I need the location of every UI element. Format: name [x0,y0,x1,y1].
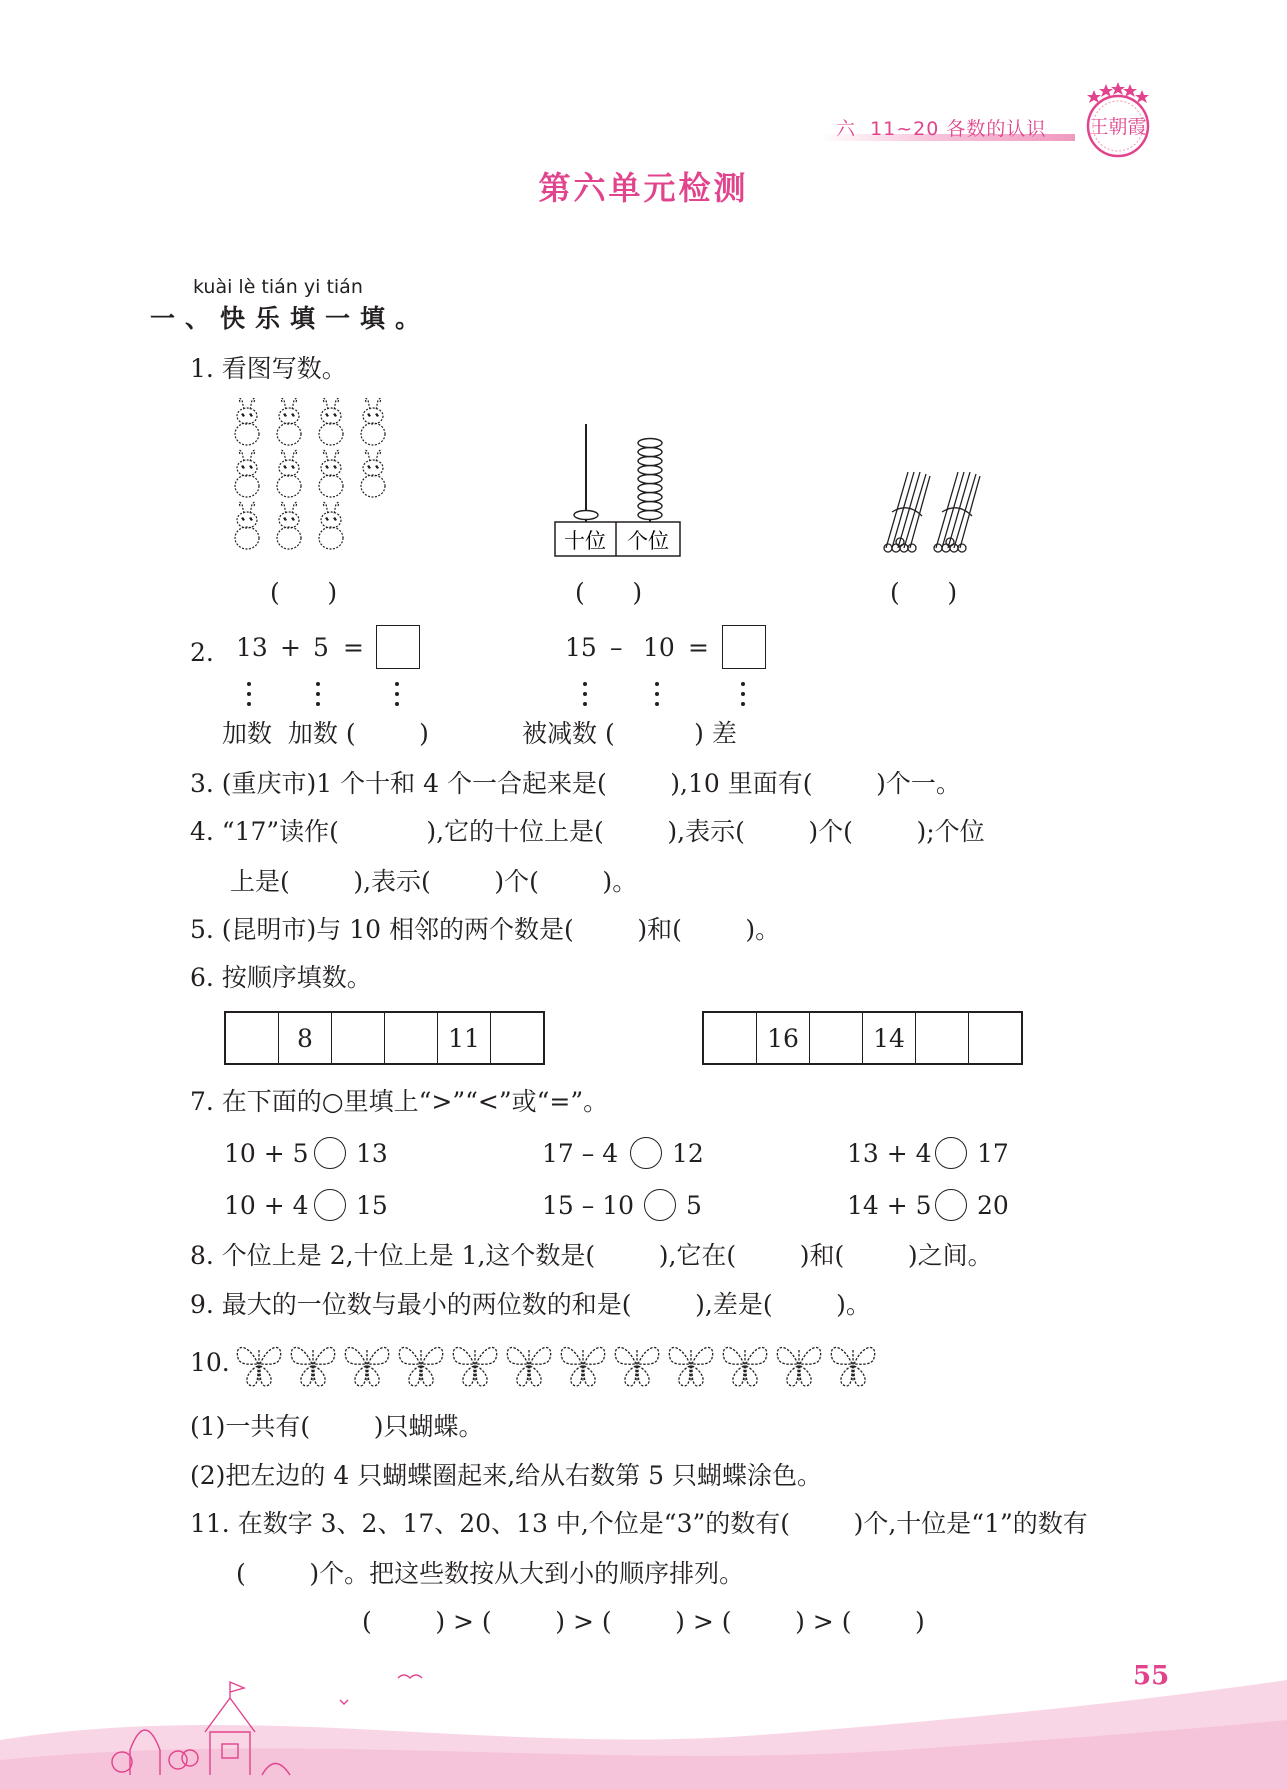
footer-decoration [0,1640,1287,1789]
q4-text-line2: 上是( ),表示( )个( )。 [230,867,638,896]
bunny-icon [319,398,343,445]
q11-text-line1: 11. 在数字 3、2、17、20、13 中,个位是“3”的数有( )个,十位是“1”的数有 [190,1509,1088,1538]
abacus-bead [638,511,662,520]
chapter-title: 六 11~20 各数的认识 [836,118,1047,140]
q2-eq2-a: 15 [565,633,597,662]
butterfly-icon [723,1347,766,1386]
q6-cell: 16 [757,1013,810,1063]
q6-cell: 8 [279,1013,332,1063]
bunny-icon [361,450,385,497]
brand-name: 王朝霞 [1089,116,1147,138]
q11-order-blanks[interactable]: ( ) > ( ) > ( ) > ( ) > ( ) [362,1607,925,1636]
q7-right-value: 20 [977,1191,1009,1220]
q2-eq1-eq: = [343,633,364,662]
q7-label: 7. 在下面的○里填上“>”“<”或“=”。 [190,1087,609,1116]
q8-text: 8. 个位上是 2,十位上是 1,这个数是( ),它在( )和( )之间。 [190,1241,993,1270]
q1-answer-blank-2[interactable]: ( ) [575,578,643,607]
q6-cell[interactable] [916,1013,969,1063]
q7-left-expr: 14 + 5 [847,1191,932,1220]
q6-sequence-row-1 [224,1011,545,1065]
q2-eq2-eq: = [688,633,709,662]
q2-eq1-b: 5 [313,633,329,662]
q2-label: 2. [190,638,214,667]
q6-cell[interactable] [385,1013,438,1063]
dotted-connector [741,682,744,712]
page-number: 55 [1133,1661,1170,1691]
butterfly-icon [453,1347,496,1386]
butterfly-icon [777,1347,820,1386]
abacus-bead [574,511,598,520]
brand-logo [1070,76,1166,162]
q7-left-expr: 13 + 4 [847,1139,932,1168]
q6-cell[interactable] [332,1013,385,1063]
q9-text: 9. 最大的一位数与最小的两位数的和是( ),差是( )。 [190,1290,871,1319]
butterfly-icon [615,1347,658,1386]
butterfly-icon [669,1347,712,1386]
abacus-picture [550,420,686,560]
page-title: 第六单元检测 [538,169,749,207]
q1-label: 1. 看图写数。 [190,354,347,383]
dotted-connector [247,682,250,712]
abacus-bead [638,493,662,502]
bunny-icon [235,398,259,445]
butterfly-icon [237,1347,280,1386]
q7-compare-circle[interactable] [935,1137,967,1169]
stick-bundles-picture [878,462,998,562]
q4-text-line1: 4. “17”读作( ),它的十位上是( ),表示( )个( );个位 [190,817,985,846]
section-heading: 一、快乐填一填。 [150,304,431,333]
bunny-icon [277,398,301,445]
bunny-icon [235,502,259,549]
abacus-ones-label: 个位 [627,529,669,553]
abacus-bead [638,466,662,475]
abacus-bead [638,484,662,493]
q6-cell[interactable] [491,1013,543,1063]
abacus-bead [638,457,662,466]
q6-cell[interactable] [704,1013,757,1063]
q2-eq2-op: – [610,633,623,662]
q7-right-value: 12 [672,1139,704,1168]
q11-text-line2: ( )个。把这些数按从大到小的顺序排列。 [236,1559,745,1588]
abacus-bead [638,502,662,511]
q2-answer-box-2[interactable] [722,625,766,669]
bunny-icon [235,450,259,497]
q1-answer-blank-3[interactable]: ( ) [890,578,958,607]
bunny-icon [319,502,343,549]
abacus-tens-label: 十位 [564,529,606,553]
abacus-bead [638,475,662,484]
q7-right-value: 13 [356,1139,388,1168]
bunny-icon [361,398,385,445]
butterfly-icon [831,1347,874,1386]
q3-text: 3. (重庆市)1 个十和 4 个一合起来是( ),10 里面有( )个一。 [190,769,961,798]
q7-compare-circle[interactable] [314,1189,346,1221]
q7-right-value: 17 [977,1139,1009,1168]
abacus-bead [638,448,662,457]
q7-compare-circle[interactable] [935,1189,967,1221]
q6-label: 6. 按顺序填数。 [190,963,372,992]
butterfly-icon [291,1347,334,1386]
bunny-icon [277,450,301,497]
q6-cell[interactable] [226,1013,279,1063]
q2-eq1-a: 13 [236,633,268,662]
bunny-picture [228,398,398,558]
q7-left-expr: 10 + 4 [224,1191,309,1220]
q6-cell: 11 [438,1013,491,1063]
bunny-icon [277,502,301,549]
q7-compare-circle[interactable] [630,1137,662,1169]
q5-text: 5. (昆明市)与 10 相邻的两个数是( )和( )。 [190,915,781,944]
q7-right-value: 15 [356,1191,388,1220]
butterfly-icon [507,1347,550,1386]
q2-caption-1: 加数 加数 ( ) [222,719,429,748]
q6-cell[interactable] [969,1013,1021,1063]
butterfly-icon [345,1347,388,1386]
abacus-bead [638,439,662,448]
butterfly-icon [399,1347,442,1386]
q1-answer-blank-1[interactable]: ( ) [270,578,338,607]
q7-right-value: 5 [686,1191,702,1220]
q7-compare-circle[interactable] [314,1137,346,1169]
q6-cell: 14 [863,1013,916,1063]
section-pinyin: kuài lè tián yi tián [193,276,363,298]
butterfly-row-picture [234,1336,894,1392]
q10-sub1: (1)一共有( )只蝴蝶。 [190,1412,484,1441]
q2-caption-2: 被减数 ( ) 差 [522,719,737,748]
q10-sub2: (2)把左边的 4 只蝴蝶圈起来,给从右数第 5 只蝴蝶涂色。 [190,1461,822,1490]
q2-eq2-b: 10 [643,633,675,662]
q6-cell[interactable] [810,1013,863,1063]
butterfly-icon [561,1347,604,1386]
q10-label: 10. [190,1348,230,1377]
bunny-icon [319,450,343,497]
dotted-connector [316,682,319,712]
q7-compare-circle[interactable] [644,1189,676,1221]
q7-left-expr: 15 – 10 [542,1191,635,1220]
dotted-connector [395,682,398,712]
q2-answer-box-1[interactable] [376,625,420,669]
dotted-connector [655,682,658,712]
q2-eq1-op: + [280,633,301,662]
q6-sequence-row-2 [702,1011,1023,1065]
q7-left-expr: 17 – 4 [542,1139,619,1168]
dotted-connector [583,682,586,712]
q7-left-expr: 10 + 5 [224,1139,309,1168]
